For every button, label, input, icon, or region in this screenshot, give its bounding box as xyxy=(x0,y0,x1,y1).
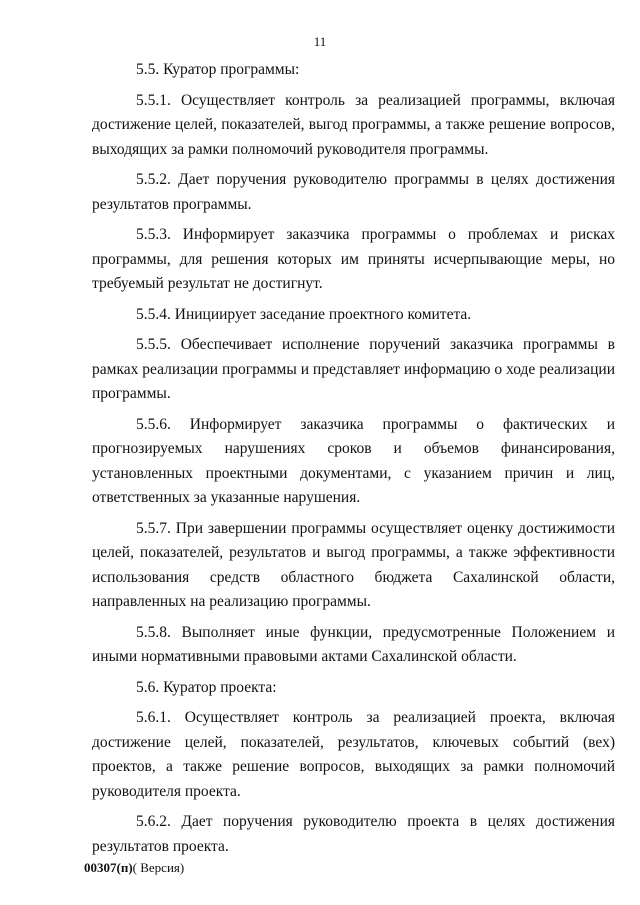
document-body xyxy=(92,58,615,862)
paragraph-5-5-6: 5.5.6. Информирует заказчика программы о фактических и прогнозируемых нарушениях сроков и объемов финансирования, установленных проектными документами, с указанием причин и лиц, ответственных за указанные нарушения. xyxy=(92,415,615,506)
paragraph-5-5-2: 5.5.2. Дает поручения руководителю программы в целях достижения результатов программы. xyxy=(92,171,615,213)
paragraph-5-5-7: 5.5.7. При завершении программы осуществляет оценку достижимости целей, показателей, результатов и выгод программы, а также эффективности использования средств областного бюджета Сахалинской области, направленных на реализацию программы. xyxy=(92,519,615,610)
page-number: 11 xyxy=(313,34,327,49)
document-version: ( Версия) xyxy=(132,860,185,875)
section-heading-5-5: 5.5. Куратор программы: xyxy=(136,61,300,78)
section-heading-5-6: 5.6. Куратор проекта: xyxy=(136,678,277,696)
document-code: 00307(п) xyxy=(84,860,133,875)
paragraph-5-6-1: 5.6.1. Осуществляет контроль за реализацией проекта, включая достижение целей, показателей, результатов, ключевых событий (вех) проектов, а также решение вопросов, выходящих за рамки полномочий руководителя проекта. xyxy=(92,709,615,800)
paragraph-5-5-8: 5.5.8. Выполняет иные функции, предусмотренные Положением и иными нормативными правовыми актами Сахалинской области. xyxy=(92,623,615,665)
paragraph-5-6-2: 5.6.2. Дает поручения руководителю проекта в целях достижения результатов проекта. xyxy=(92,813,615,855)
paragraph-5-5-4: 5.5.4. Инициирует заседание проектного комитета. xyxy=(136,305,472,323)
paragraph-5-5-5: 5.5.5. Обеспечивает исполнение поручений заказчика программы в рамках реализации программы и представляет информацию о ходе реализации программы. xyxy=(92,336,615,402)
document-footer xyxy=(84,860,184,876)
paragraph-5-5-3: 5.5.3. Информирует заказчика программы о проблемах и рисках программы, для решения которых им приняты исчерпывающие меры, но требуемый результат не достигнут. xyxy=(92,226,615,292)
paragraph-5-5-1: 5.5.1. Осуществляет контроль за реализацией программы, включая достижение целей, показателей, выгод программы, а также решение вопросов, выходящих за рамки полномочий руководителя программы. xyxy=(92,91,615,158)
